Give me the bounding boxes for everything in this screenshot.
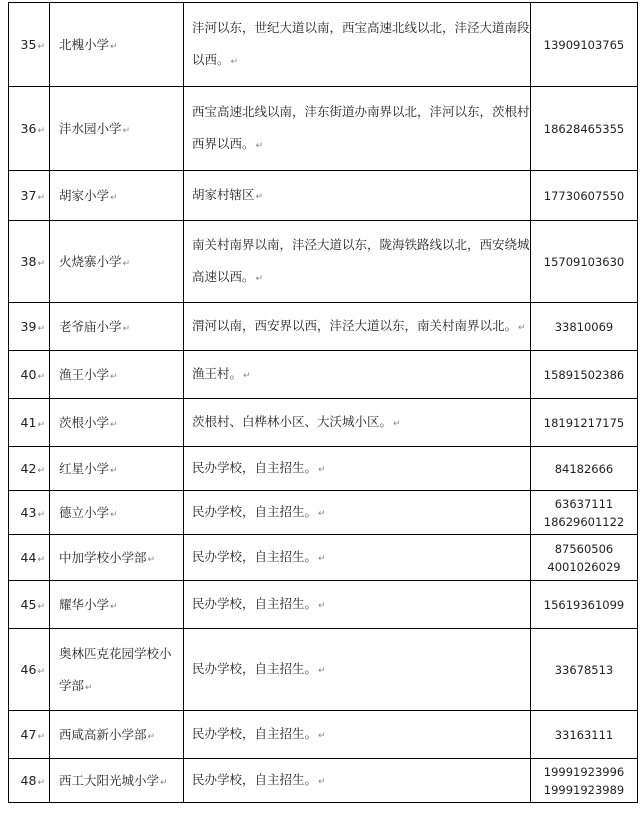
school-name: 西咸高新小学部 bbox=[59, 726, 147, 742]
paragraph-mark: ↵ bbox=[318, 776, 326, 787]
paragraph-mark: ↵ bbox=[37, 466, 45, 476]
enrollment-area-cell bbox=[184, 399, 531, 447]
contact-phone: 33678513 bbox=[554, 662, 614, 677]
school-name: 耀华小学 bbox=[59, 596, 110, 612]
paragraph-mark: ↵ bbox=[160, 777, 168, 788]
enrollment-area-cell bbox=[184, 351, 531, 399]
paragraph-mark: ↵ bbox=[122, 323, 131, 334]
school-name-cell bbox=[50, 351, 184, 399]
paragraph-mark: ↵ bbox=[318, 553, 326, 564]
row-number-text: 45 bbox=[20, 597, 37, 612]
paragraph-mark: ↵ bbox=[37, 324, 45, 334]
paragraph-mark: ↵ bbox=[518, 322, 526, 333]
table-row bbox=[9, 303, 638, 351]
enrollment-area: 民办学校，自主招生。 bbox=[192, 459, 318, 475]
paragraph-mark: ↵ bbox=[37, 732, 45, 742]
paragraph-mark: ↵ bbox=[318, 600, 326, 611]
paragraph-mark: ↵ bbox=[243, 370, 251, 381]
contact-phone-cell bbox=[531, 303, 638, 351]
contact-phone: 87560506 bbox=[554, 541, 614, 556]
contact-phone-cell bbox=[531, 759, 638, 803]
contact-phone: 15709103630 bbox=[543, 254, 625, 269]
table-row bbox=[9, 491, 638, 535]
paragraph-mark: ↵ bbox=[37, 778, 45, 788]
paragraph-mark: ↵ bbox=[110, 465, 118, 476]
school-name: 德立小学 bbox=[59, 504, 110, 520]
row-number bbox=[9, 711, 50, 759]
contact-phone: 63637111 bbox=[554, 496, 614, 511]
row-number-text: 37 bbox=[20, 188, 37, 203]
contact-phone-cell bbox=[531, 399, 638, 447]
contact-phone: 18629601122 bbox=[543, 514, 625, 529]
paragraph-mark: ↵ bbox=[110, 371, 118, 382]
paragraph-mark: ↵ bbox=[110, 419, 118, 430]
school-name-cell bbox=[50, 171, 184, 221]
school-name: 西工大阳光城小学 bbox=[59, 772, 160, 788]
paragraph-mark: ↵ bbox=[318, 665, 326, 676]
table-row bbox=[9, 711, 638, 759]
paragraph-mark: ↵ bbox=[37, 372, 45, 382]
enrollment-area: 民办学校，自主招生。 bbox=[192, 503, 318, 519]
row-number-text: 41 bbox=[20, 415, 37, 430]
enrollment-area-cell bbox=[184, 629, 531, 711]
school-name-cell bbox=[50, 221, 184, 303]
school-name: 火烧寨小学 bbox=[59, 253, 122, 269]
school-name-cell bbox=[50, 581, 184, 629]
row-number bbox=[9, 3, 50, 87]
school-name-cell bbox=[50, 629, 184, 711]
table-row bbox=[9, 629, 638, 711]
enrollment-area-cell bbox=[184, 581, 531, 629]
paragraph-mark: ↵ bbox=[37, 667, 45, 677]
contact-phone-cell bbox=[531, 581, 638, 629]
paragraph-mark: ↵ bbox=[110, 41, 118, 52]
enrollment-area-cell bbox=[184, 171, 531, 221]
row-number-text: 38 bbox=[20, 254, 37, 269]
school-name-cell bbox=[50, 3, 184, 87]
contact-phone-cell bbox=[531, 171, 638, 221]
enrollment-area: 胡家村辖区 bbox=[192, 186, 255, 202]
row-number-text: 35 bbox=[20, 37, 37, 52]
enrollment-area: 民办学校，自主招生。 bbox=[192, 725, 318, 741]
enrollment-area: 民办学校，自主招生。 bbox=[192, 548, 318, 564]
contact-phone: 4001026029 bbox=[547, 559, 621, 574]
contact-phone-cell bbox=[531, 221, 638, 303]
paragraph-mark: ↵ bbox=[37, 420, 45, 430]
school-name: 沣水园小学 bbox=[59, 120, 122, 136]
enrollment-area-cell bbox=[184, 491, 531, 535]
contact-phone: 15619361099 bbox=[543, 597, 625, 612]
row-number bbox=[9, 759, 50, 803]
enrollment-area-cell bbox=[184, 303, 531, 351]
school-name-cell bbox=[50, 759, 184, 803]
school-name-cell bbox=[50, 399, 184, 447]
enrollment-area-cell bbox=[184, 87, 531, 171]
school-name: 渔王小学 bbox=[59, 366, 110, 382]
enrollment-area-cell bbox=[184, 535, 531, 581]
contact-phone: 15891502386 bbox=[543, 367, 625, 382]
row-number bbox=[9, 447, 50, 491]
enrollment-area: 民办学校，自主招生。 bbox=[192, 771, 318, 787]
paragraph-mark: ↵ bbox=[318, 464, 326, 475]
paragraph-mark: ↵ bbox=[255, 273, 264, 284]
row-number bbox=[9, 221, 50, 303]
paragraph-mark: ↵ bbox=[318, 730, 326, 741]
contact-phone: 19991923996 bbox=[543, 764, 625, 779]
paragraph-mark: ↵ bbox=[255, 140, 264, 151]
row-number-text: 48 bbox=[20, 773, 37, 788]
table-row bbox=[9, 447, 638, 491]
enrollment-area-cell bbox=[184, 221, 531, 303]
table-row bbox=[9, 87, 638, 171]
paragraph-mark: ↵ bbox=[122, 125, 131, 136]
row-number bbox=[9, 629, 50, 711]
row-number bbox=[9, 303, 50, 351]
contact-phone-cell bbox=[531, 629, 638, 711]
school-name: 老爷庙小学 bbox=[59, 318, 122, 334]
row-number bbox=[9, 171, 50, 221]
row-number-text: 36 bbox=[20, 121, 37, 136]
paragraph-mark: ↵ bbox=[110, 601, 118, 612]
contact-phone: 33810069 bbox=[554, 319, 614, 334]
row-number bbox=[9, 535, 50, 581]
contact-phone-cell bbox=[531, 491, 638, 535]
school-name-cell bbox=[50, 447, 184, 491]
row-number bbox=[9, 351, 50, 399]
school-name: 红星小学 bbox=[59, 460, 110, 476]
table-row bbox=[9, 535, 638, 581]
paragraph-mark: ↵ bbox=[147, 554, 156, 565]
paragraph-mark: ↵ bbox=[110, 509, 118, 520]
row-number-text: 42 bbox=[20, 461, 37, 476]
enrollment-area: 南关村南界以南，沣泾大道以东，陇海铁路线以北，西安绕城高速以西。 bbox=[192, 236, 530, 284]
enrollment-area-cell bbox=[184, 3, 531, 87]
table-row bbox=[9, 399, 638, 447]
row-number-text: 44 bbox=[20, 550, 37, 565]
row-number bbox=[9, 87, 50, 171]
contact-phone-cell bbox=[531, 87, 638, 171]
enrollment-area: 民办学校，自主招生。 bbox=[192, 595, 318, 611]
paragraph-mark: ↵ bbox=[147, 731, 156, 742]
row-number-text: 39 bbox=[20, 319, 37, 334]
row-number bbox=[9, 581, 50, 629]
enrollment-area-cell bbox=[184, 759, 531, 803]
paragraph-mark: ↵ bbox=[37, 510, 45, 520]
school-name-cell bbox=[50, 87, 184, 171]
enrollment-area-cell bbox=[184, 447, 531, 491]
enrollment-area: 渔王村。 bbox=[192, 365, 243, 381]
paragraph-mark: ↵ bbox=[37, 555, 45, 565]
paragraph-mark: ↵ bbox=[110, 192, 118, 203]
paragraph-mark: ↵ bbox=[255, 191, 264, 202]
paragraph-mark: ↵ bbox=[37, 126, 45, 136]
contact-phone: 19991923989 bbox=[543, 782, 625, 797]
paragraph-mark: ↵ bbox=[230, 56, 239, 67]
enrollment-area-cell bbox=[184, 711, 531, 759]
school-name: 北槐小学 bbox=[59, 36, 110, 52]
paragraph-mark: ↵ bbox=[37, 259, 45, 269]
paragraph-mark: ↵ bbox=[393, 418, 401, 429]
contact-phone-cell bbox=[531, 535, 638, 581]
paragraph-mark: ↵ bbox=[122, 258, 131, 269]
contact-phone: 33163111 bbox=[554, 727, 614, 742]
table-row bbox=[9, 3, 638, 87]
table-body bbox=[9, 3, 638, 803]
school-name-cell bbox=[50, 535, 184, 581]
paragraph-mark: ↵ bbox=[318, 508, 326, 519]
school-name: 中加学校小学部 bbox=[59, 549, 147, 565]
row-number-text: 46 bbox=[20, 662, 37, 677]
enrollment-area: 西宝高速北线以南，沣东街道办南界以北，沣河以东，茨根村西界以西。 bbox=[192, 103, 530, 151]
table-row bbox=[9, 581, 638, 629]
enrollment-area: 茨根村、白桦林小区、大沃城小区。 bbox=[192, 413, 393, 429]
contact-phone-cell bbox=[531, 3, 638, 87]
contact-phone: 84182666 bbox=[554, 461, 614, 476]
row-number-text: 47 bbox=[20, 727, 37, 742]
school-name-cell bbox=[50, 711, 184, 759]
school-name-cell bbox=[50, 303, 184, 351]
school-name-cell bbox=[50, 491, 184, 535]
contact-phone: 13909103765 bbox=[543, 37, 625, 52]
paragraph-mark: ↵ bbox=[85, 682, 93, 693]
table-row bbox=[9, 351, 638, 399]
contact-phone: 18191217175 bbox=[543, 415, 625, 430]
paragraph-mark: ↵ bbox=[37, 193, 45, 203]
row-number-text: 40 bbox=[20, 367, 37, 382]
school-district-table bbox=[8, 2, 638, 803]
contact-phone-cell bbox=[531, 351, 638, 399]
table-row bbox=[9, 759, 638, 803]
paragraph-mark: ↵ bbox=[37, 602, 45, 612]
school-name: 奥林匹克花园学校小学部 bbox=[59, 645, 172, 693]
enrollment-area: 民办学校，自主招生。 bbox=[192, 660, 318, 676]
table-row bbox=[9, 171, 638, 221]
contact-phone-cell bbox=[531, 711, 638, 759]
school-name: 胡家小学 bbox=[59, 187, 110, 203]
enrollment-area: 沣河以东，世纪大道以南，西宝高速北线以北，沣泾大道南段以西。 bbox=[192, 19, 530, 67]
enrollment-area: 渭河以南，西安界以西，沣泾大道以东，南关村南界以北。 bbox=[192, 317, 518, 333]
row-number bbox=[9, 491, 50, 535]
paragraph-mark: ↵ bbox=[37, 42, 45, 52]
contact-phone-cell bbox=[531, 447, 638, 491]
contact-phone: 18628465355 bbox=[543, 121, 625, 136]
contact-phone: 17730607550 bbox=[543, 188, 625, 203]
table-row bbox=[9, 221, 638, 303]
row-number-text: 43 bbox=[20, 505, 37, 520]
school-name: 茨根小学 bbox=[59, 414, 110, 430]
row-number bbox=[9, 399, 50, 447]
